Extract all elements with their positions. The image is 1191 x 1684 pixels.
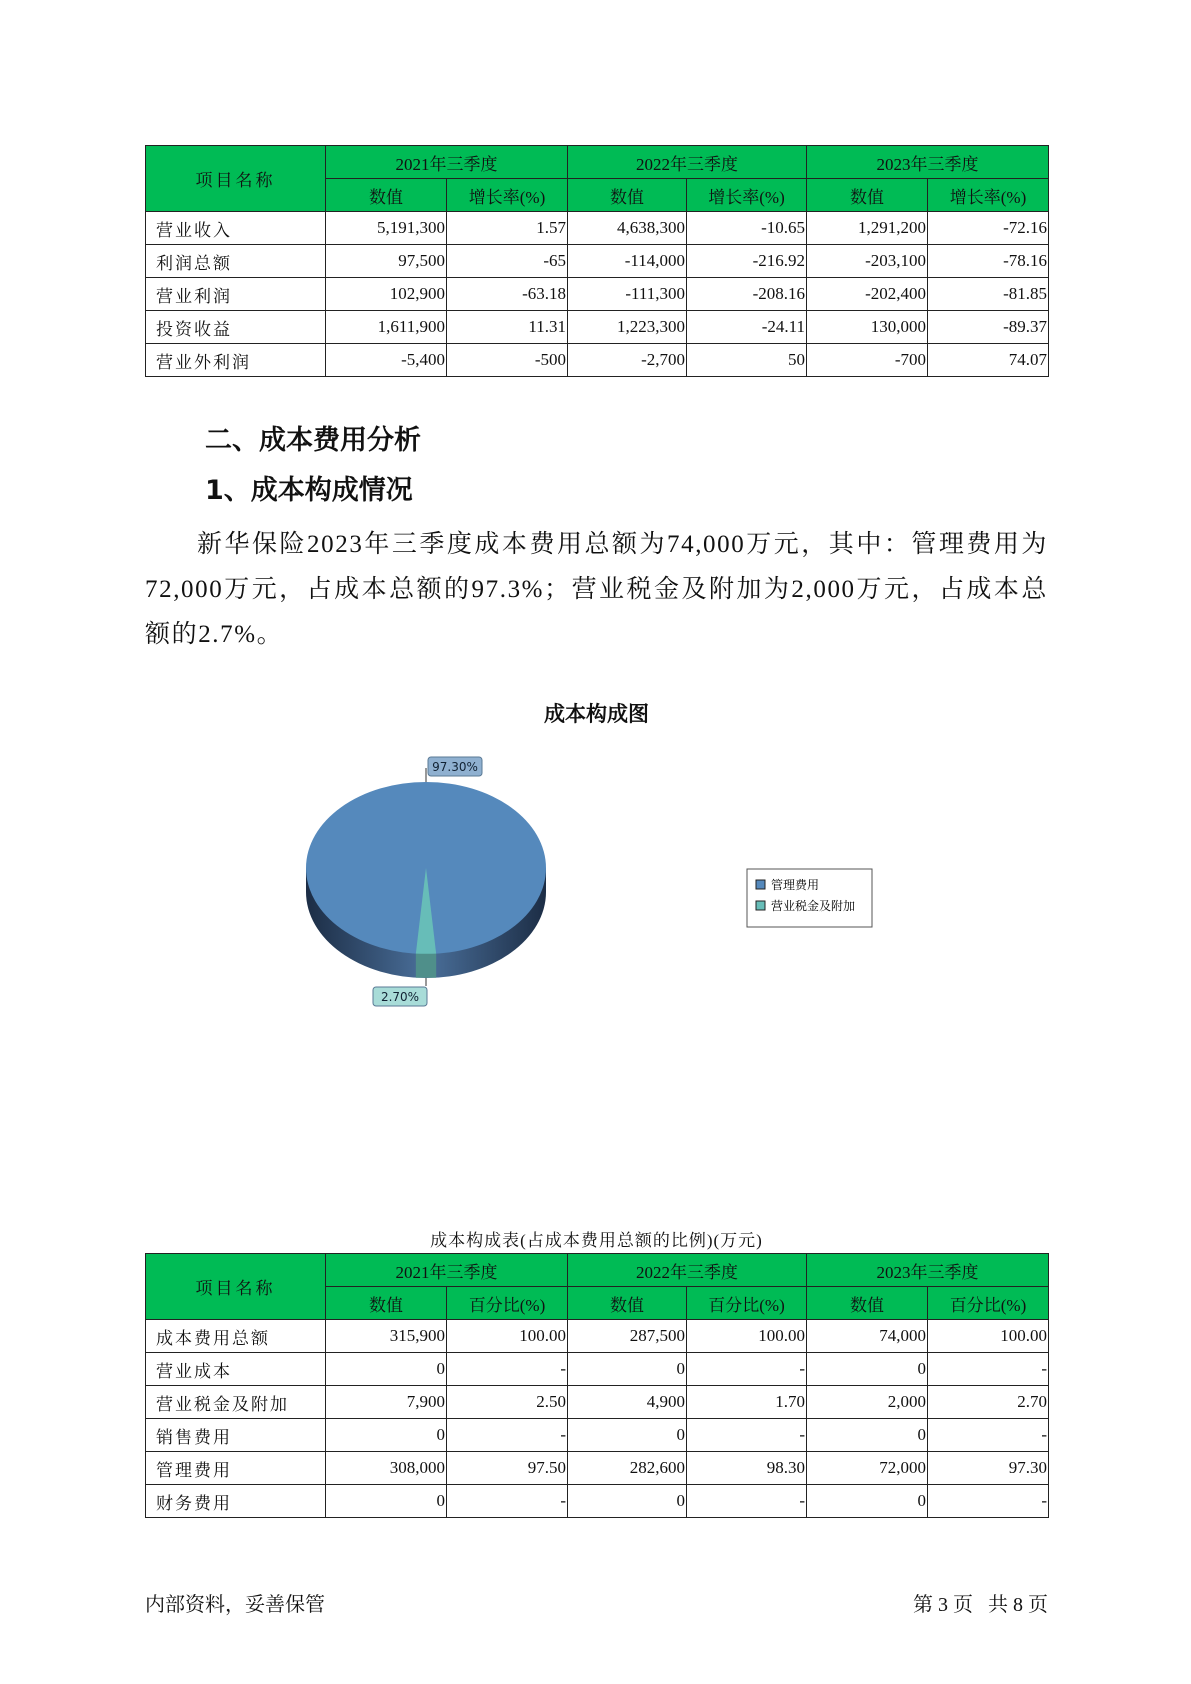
table-row — [146, 1419, 1049, 1452]
legend-swatch-tax — [756, 901, 765, 910]
body-paragraph: 新华保险2023年三季度成本费用总额为74,000万元，其中：管理费用为72,000万元，占成本总额的97.3%；营业税金及附加为2,000万元，占成本总额的2.7%。 — [145, 531, 1048, 648]
header-growth: 增长率(%) — [928, 179, 1049, 212]
table-cell: 0 — [568, 1485, 687, 1518]
table-cell: 0 — [807, 1485, 928, 1518]
table-cell: - — [687, 1485, 807, 1518]
data-label-management: 97.30% — [432, 760, 478, 774]
pie-slice-tax-side — [416, 954, 436, 978]
legend-label: 营业税金及附加 — [771, 899, 856, 913]
table-cell: - — [447, 1485, 568, 1518]
table-cell: -81.85 — [928, 278, 1049, 311]
table-row — [146, 311, 1049, 344]
table-row — [146, 1386, 1049, 1419]
header-value: 数值 — [568, 179, 687, 212]
table-cell: 74,000 — [807, 1320, 928, 1353]
table-cell: - — [447, 1353, 568, 1386]
header-period: 2022年三季度 — [568, 1254, 807, 1287]
header-value: 数值 — [326, 1287, 447, 1320]
table-row — [146, 278, 1049, 311]
table-cell: 1.70 — [687, 1386, 807, 1419]
table-cell: 97.30 — [928, 1452, 1049, 1485]
footer-confidential: 内部资料，妥善保管 — [145, 1594, 325, 1616]
table-cell: -202,400 — [807, 278, 928, 311]
footer-page-number: 第 3 页 共 8 页 — [913, 1594, 1048, 1616]
header-value: 数值 — [807, 1287, 928, 1320]
header-growth: 增长率(%) — [687, 179, 807, 212]
row-label: 管理费用 — [146, 1452, 326, 1485]
table-cell: 50 — [687, 344, 807, 377]
table-row — [146, 1320, 1049, 1353]
table-cell: 1,223,300 — [568, 311, 687, 344]
table-cell: 72,000 — [807, 1452, 928, 1485]
table-cell: 2.50 — [447, 1386, 568, 1419]
table-cell: - — [928, 1419, 1049, 1452]
header-period: 2023年三季度 — [807, 146, 1049, 179]
table-cell: 287,500 — [568, 1320, 687, 1353]
cost-table — [145, 1253, 1049, 1518]
table-cell: 97.50 — [447, 1452, 568, 1485]
table-cell: 2.70 — [928, 1386, 1049, 1419]
table-cell: -72.16 — [928, 212, 1049, 245]
table-cell: -111,300 — [568, 278, 687, 311]
table-cell: -5,400 — [326, 344, 447, 377]
header-period: 2021年三季度 — [326, 146, 568, 179]
table-cell: 4,900 — [568, 1386, 687, 1419]
chart-title: 成本构成图 — [544, 702, 649, 726]
row-label: 营业税金及附加 — [146, 1386, 326, 1419]
table-cell: -65 — [447, 245, 568, 278]
table-row — [146, 212, 1049, 245]
row-label: 营业外利润 — [146, 344, 326, 377]
table-row — [146, 1485, 1049, 1518]
table-cell: 0 — [568, 1419, 687, 1452]
table-cell: 1,291,200 — [807, 212, 928, 245]
header-period: 2022年三季度 — [568, 146, 807, 179]
section-heading: 二、成本费用分析 — [205, 425, 421, 456]
pie-chart — [0, 740, 1191, 1040]
table-cell: 100.00 — [687, 1320, 807, 1353]
table-cell: 74.07 — [928, 344, 1049, 377]
table-cell: - — [928, 1485, 1049, 1518]
table-cell: -114,000 — [568, 245, 687, 278]
table-cell: 2,000 — [807, 1386, 928, 1419]
sub-heading: 1、成本构成情况 — [205, 475, 413, 506]
table-row — [146, 344, 1049, 377]
table-cell: - — [447, 1419, 568, 1452]
table-cell: 98.30 — [687, 1452, 807, 1485]
header-period: 2021年三季度 — [326, 1254, 568, 1287]
legend-swatch-management — [756, 880, 765, 889]
header-item-name: 项目名称 — [146, 146, 326, 212]
table-cell: 4,638,300 — [568, 212, 687, 245]
profit-table — [145, 145, 1049, 377]
table-cell: 0 — [326, 1353, 447, 1386]
table-cell: -203,100 — [807, 245, 928, 278]
table-cell: 308,000 — [326, 1452, 447, 1485]
row-label: 投资收益 — [146, 311, 326, 344]
table-row — [146, 1452, 1049, 1485]
table-cell: 130,000 — [807, 311, 928, 344]
header-period: 2023年三季度 — [807, 1254, 1049, 1287]
table-cell: 0 — [326, 1419, 447, 1452]
header-percent: 百分比(%) — [447, 1287, 568, 1320]
data-label-tax: 2.70% — [380, 990, 420, 1004]
table-cell: 100.00 — [928, 1320, 1049, 1353]
table-cell: - — [687, 1353, 807, 1386]
row-label: 成本费用总额 — [146, 1320, 326, 1353]
legend-label: 管理费用 — [771, 878, 820, 892]
row-label: 销售费用 — [146, 1419, 326, 1452]
header-item-name: 项目名称 — [146, 1254, 326, 1320]
table-cell: -500 — [447, 344, 568, 377]
table-cell: - — [928, 1353, 1049, 1386]
table-cell: 0 — [568, 1353, 687, 1386]
table-cell: - — [687, 1419, 807, 1452]
table-cell: 0 — [807, 1419, 928, 1452]
header-growth: 增长率(%) — [447, 179, 568, 212]
table-cell: 100.00 — [447, 1320, 568, 1353]
table-cell: 282,600 — [568, 1452, 687, 1485]
table-cell: 102,900 — [326, 278, 447, 311]
table-cell: 97,500 — [326, 245, 447, 278]
row-label: 利润总额 — [146, 245, 326, 278]
table-cell: -24.11 — [687, 311, 807, 344]
table-cell: 1,611,900 — [326, 311, 447, 344]
table-cell: -10.65 — [687, 212, 807, 245]
header-value: 数值 — [568, 1287, 687, 1320]
table-cell: 315,900 — [326, 1320, 447, 1353]
table-cell: -89.37 — [928, 311, 1049, 344]
legend — [747, 869, 872, 927]
table-cell: -700 — [807, 344, 928, 377]
table-caption: 成本构成表(占成本费用总额的比例)(万元) — [430, 1231, 763, 1250]
table-cell: -63.18 — [447, 278, 568, 311]
table-cell: 11.31 — [447, 311, 568, 344]
row-label: 营业收入 — [146, 212, 326, 245]
table-cell: -2,700 — [568, 344, 687, 377]
table-cell: 0 — [326, 1485, 447, 1518]
table-cell: 1.57 — [447, 212, 568, 245]
table-row — [146, 245, 1049, 278]
table-cell: 7,900 — [326, 1386, 447, 1419]
table-row — [146, 1353, 1049, 1386]
table-cell: 0 — [807, 1353, 928, 1386]
table-cell: -216.92 — [687, 245, 807, 278]
table-cell: 5,191,300 — [326, 212, 447, 245]
row-label: 营业成本 — [146, 1353, 326, 1386]
header-percent: 百分比(%) — [928, 1287, 1049, 1320]
header-value: 数值 — [807, 179, 928, 212]
table-cell: -208.16 — [687, 278, 807, 311]
header-percent: 百分比(%) — [687, 1287, 807, 1320]
header-value: 数值 — [326, 179, 447, 212]
row-label: 营业利润 — [146, 278, 326, 311]
table-cell: -78.16 — [928, 245, 1049, 278]
row-label: 财务费用 — [146, 1485, 326, 1518]
